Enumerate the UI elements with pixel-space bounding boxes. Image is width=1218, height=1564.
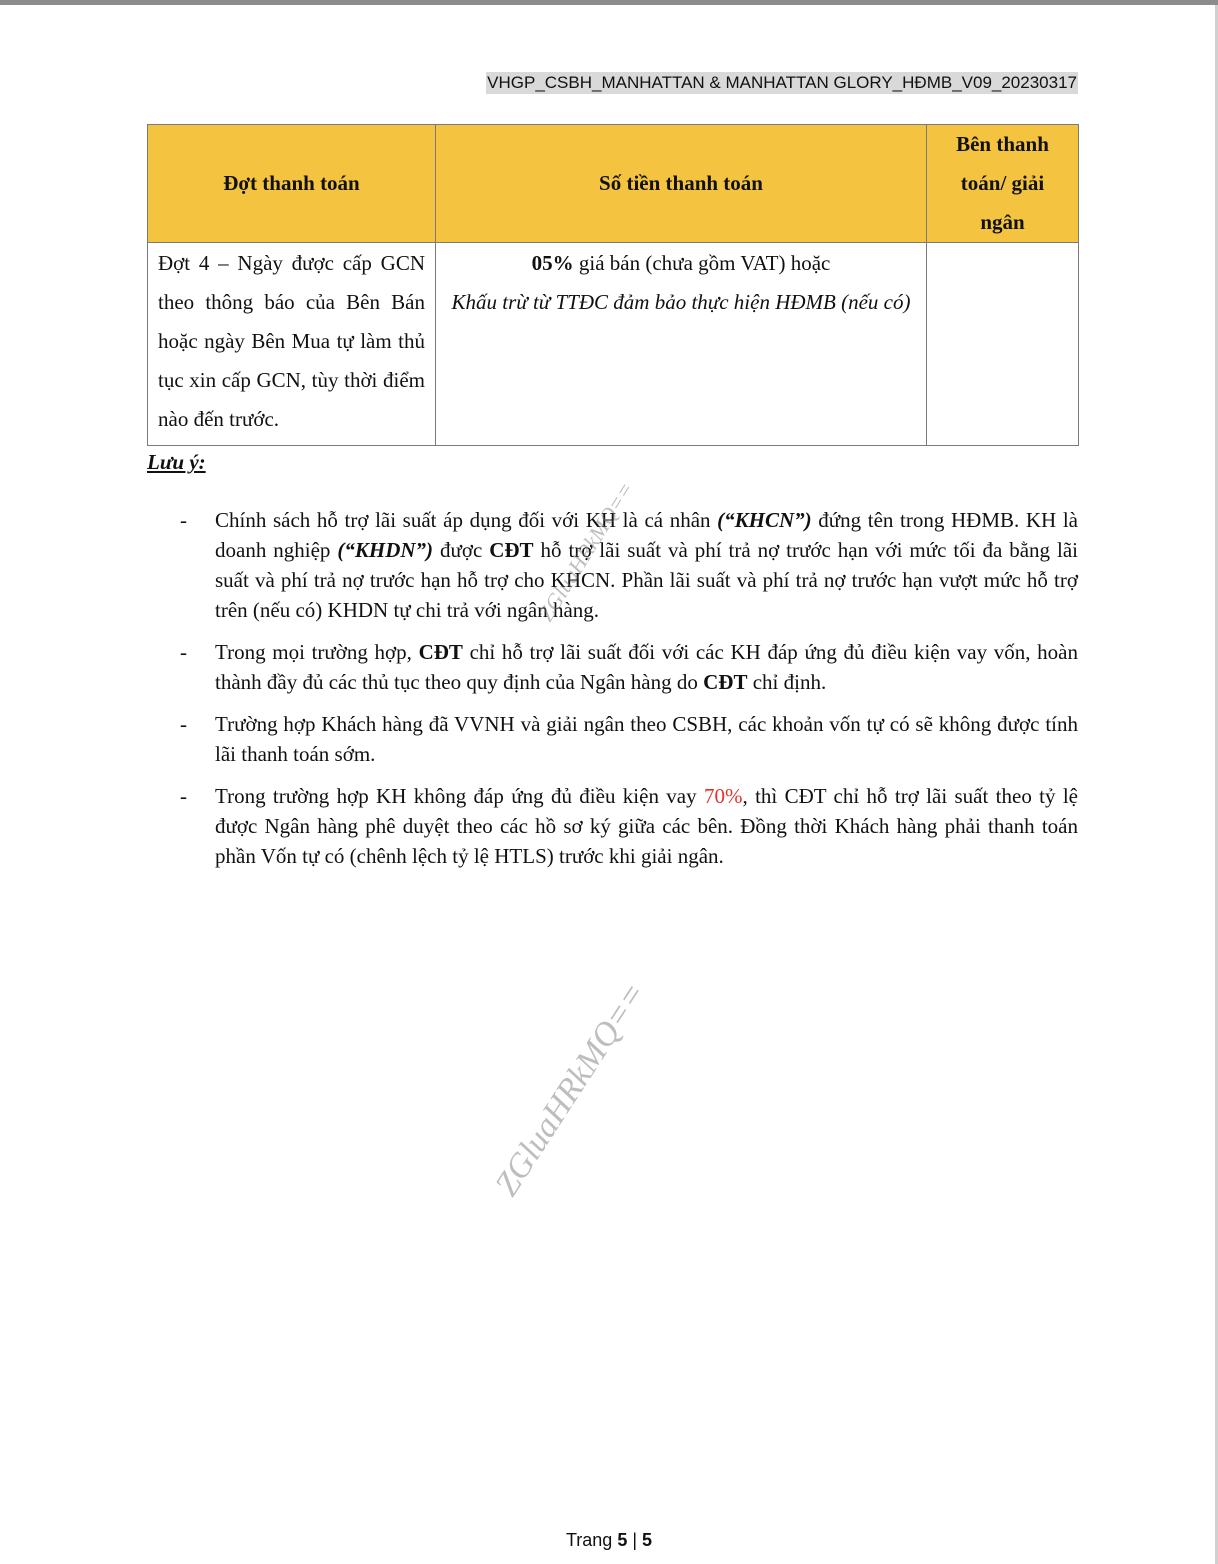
bullet-dash: -	[180, 640, 187, 664]
table-row	[148, 243, 1079, 446]
amount-percent: 05%	[531, 251, 574, 275]
notes-title: Lưu ý:	[147, 450, 206, 474]
watermark: ZGluaHRkMQ==	[488, 975, 654, 1203]
note-loan-percent: 70%	[703, 784, 743, 808]
note-term-cdt: CĐT	[489, 538, 534, 562]
note-text: được	[433, 538, 490, 562]
amount-deduction-note: Khấu trừ từ TTĐC đảm bảo thực hiện HĐMB (nếu có)	[451, 290, 911, 314]
note-text: đứng tên trong HĐMB. KH là doanh nghiệp	[215, 508, 1078, 562]
note-term-cdt: CĐT	[418, 640, 463, 664]
note-text: Chính sách hỗ trợ lãi suất áp dụng đối với KH là cá nhân	[215, 508, 718, 532]
bullet-dash: -	[180, 784, 187, 808]
cell-amount	[436, 243, 927, 446]
note-text: , thì CĐT chỉ hỗ trợ lãi suất theo tỷ lệ được Ngân hàng phê duyệt theo các hồ sơ ký giữa các bên. Đồng thời Khách hàng phải thanh toán phần Vốn tự có (chênh lệch tỷ lệ HTLS) trước khi giải ngân.	[215, 784, 1079, 868]
note-text: hỗ trợ lãi suất và phí trả nợ trước hạn với mức tối đa bằng lãi suất và phí trả nợ trước hạn hỗ trợ cho KHCN. Phần lãi suất và phí trả nợ trước hạn vượt mức hỗ trợ trên (nếu có) KHDN tự chi trả với ngân hàng.	[215, 538, 1078, 622]
amount-text: giá bán (chưa gồm VAT) hoặc	[573, 251, 831, 275]
page-number-footer	[0, 1530, 1218, 1551]
note-term-khdn: (“KHDN”)	[337, 538, 434, 562]
bullet-dash: -	[180, 508, 187, 532]
list-item	[170, 637, 1078, 697]
note-text: Trong mọi trường hợp,	[215, 640, 419, 664]
payment-schedule-table	[147, 124, 1079, 446]
document-code-header: VHGP_CSBH_MANHATTAN & MANHATTAN GLORY_HĐMB_V09_20230317	[487, 73, 1077, 92]
bullet-dash: -	[180, 712, 187, 736]
list-item	[170, 709, 1078, 769]
header-payment-amount: Số tiền thanh toán	[436, 125, 927, 243]
table-header-row	[148, 125, 1079, 243]
header-payment-period: Đợt thanh toán	[148, 125, 436, 243]
note-text: chỉ hỗ trợ lãi suất đối với các KH đáp ứng đủ điều kiện vay vốn, hoàn thành đầy đủ các thủ tục theo quy định của Ngân hàng do	[215, 640, 1078, 694]
cell-payer	[927, 243, 1079, 446]
note-text: Trường hợp Khách hàng đã VVNH và giải ngân theo CSBH, các khoản vốn tự có sẽ không được tính lãi thanh toán sớm.	[215, 712, 1078, 766]
note-text: Trong trường hợp KH không đáp ứng đủ điều kiện vay	[215, 784, 704, 808]
note-term-khcn: (“KHCN”)	[717, 508, 812, 532]
list-item	[170, 781, 1078, 871]
note-text: chỉ định.	[747, 670, 827, 694]
header-payer: Bên thanh toán/ giải ngân	[927, 125, 1079, 243]
page-total: 5	[642, 1530, 653, 1550]
page-label: Trang	[565, 1530, 618, 1550]
page-current: 5	[617, 1530, 628, 1550]
viewer-top-bar	[0, 0, 1218, 5]
notes-list	[170, 505, 1078, 883]
cell-period: Đợt 4 – Ngày được cấp GCN theo thông báo của Bên Bán hoặc ngày Bên Mua tự làm thủ tục xin cấp GCN, tùy thời điểm nào đến trước.	[148, 243, 436, 446]
note-term-cdt: CĐT	[703, 670, 748, 694]
list-item	[170, 505, 1078, 625]
page-separator: |	[627, 1530, 643, 1550]
watermark: ZGluaHRkMQ==	[532, 477, 639, 626]
